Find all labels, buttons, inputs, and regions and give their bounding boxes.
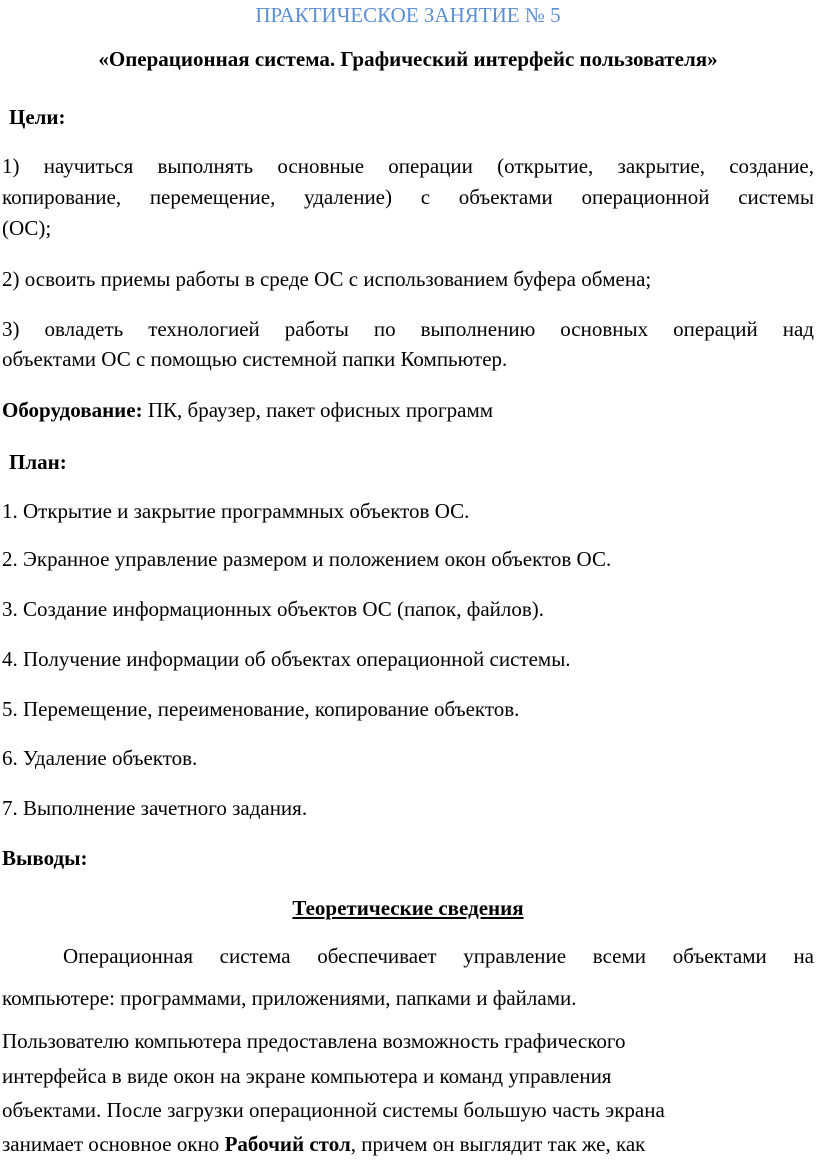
plan-heading: План: [9, 450, 67, 474]
theory-p2-line-3: объектами. После загрузки операционной системы большую часть экрана [2, 1098, 665, 1122]
goals-heading: Цели: [9, 105, 66, 129]
goal-3-line-1: 3) овладеть технологией работы по выполнению основных операций над [2, 317, 814, 341]
theory-p2-last-prefix: занимает основное окно [2, 1132, 225, 1156]
theory-p1-line-2: компьютере: программами, приложениями, папками и файлами. [2, 986, 577, 1010]
goal-2-line-1: 2) освоить приемы работы в среде ОС с использованием буфера обмена; [2, 267, 652, 291]
plan-item-2: 2. Экранное управление размером и положением окон объектов ОС. [2, 547, 612, 571]
theory-heading [2, 893, 814, 923]
lesson-title: ПРАКТИЧЕСКОЕ ЗАНЯТИЕ № 5 [255, 3, 561, 27]
theory-p2-line-1: Пользователю компьютера предоставлена возможность графического [2, 1029, 626, 1053]
theory-p2-line-4 [2, 1129, 814, 1159]
lesson-topic: «Операционная система. Графический интерфейс пользователя» [98, 47, 718, 71]
goal-1-line-3: (ОС); [2, 216, 52, 240]
plan-item-6: 6. Удаление объектов. [2, 746, 198, 770]
plan-item-5: 5. Перемещение, переименование, копирование объектов. [2, 697, 520, 721]
equipment-line [2, 395, 814, 425]
plan-item-4: 4. Получение информации об объектах операционной системы. [2, 647, 571, 671]
theory-p1-line-1: Операционная система обеспечивает управление всеми объектами на [63, 944, 814, 968]
equipment-label: Оборудование: [2, 398, 143, 422]
goal-1-line-2: копирование, перемещение, удаление) с объектами операционной системы [2, 185, 814, 209]
plan-item-7: 7. Выполнение зачетного задания. [2, 796, 308, 820]
conclusions-heading: Выводы: [2, 846, 88, 870]
theory-p2-line-2: интерфейса в виде окон на экране компьютера и команд управления [2, 1064, 612, 1088]
goal-1-line-1: 1) научиться выполнять основные операции (открытие, закрытие, создание, [2, 154, 814, 178]
goal-3-line-2: объектами ОС с помощью системной папки Компьютер. [2, 347, 508, 371]
theory-heading-text: Теоретические сведения [292, 896, 524, 920]
theory-p2-last-suffix: , причем он выглядит так же, как [350, 1132, 646, 1156]
plan-item-3: 3. Создание информационных объектов ОС (папок, файлов). [2, 597, 545, 621]
plan-item-1: 1. Открытие и закрытие программных объектов ОС. [2, 499, 470, 523]
equipment-value: ПК, браузер, пакет офисных программ [142, 398, 494, 422]
desktop-term: Рабочий стол [224, 1132, 351, 1156]
